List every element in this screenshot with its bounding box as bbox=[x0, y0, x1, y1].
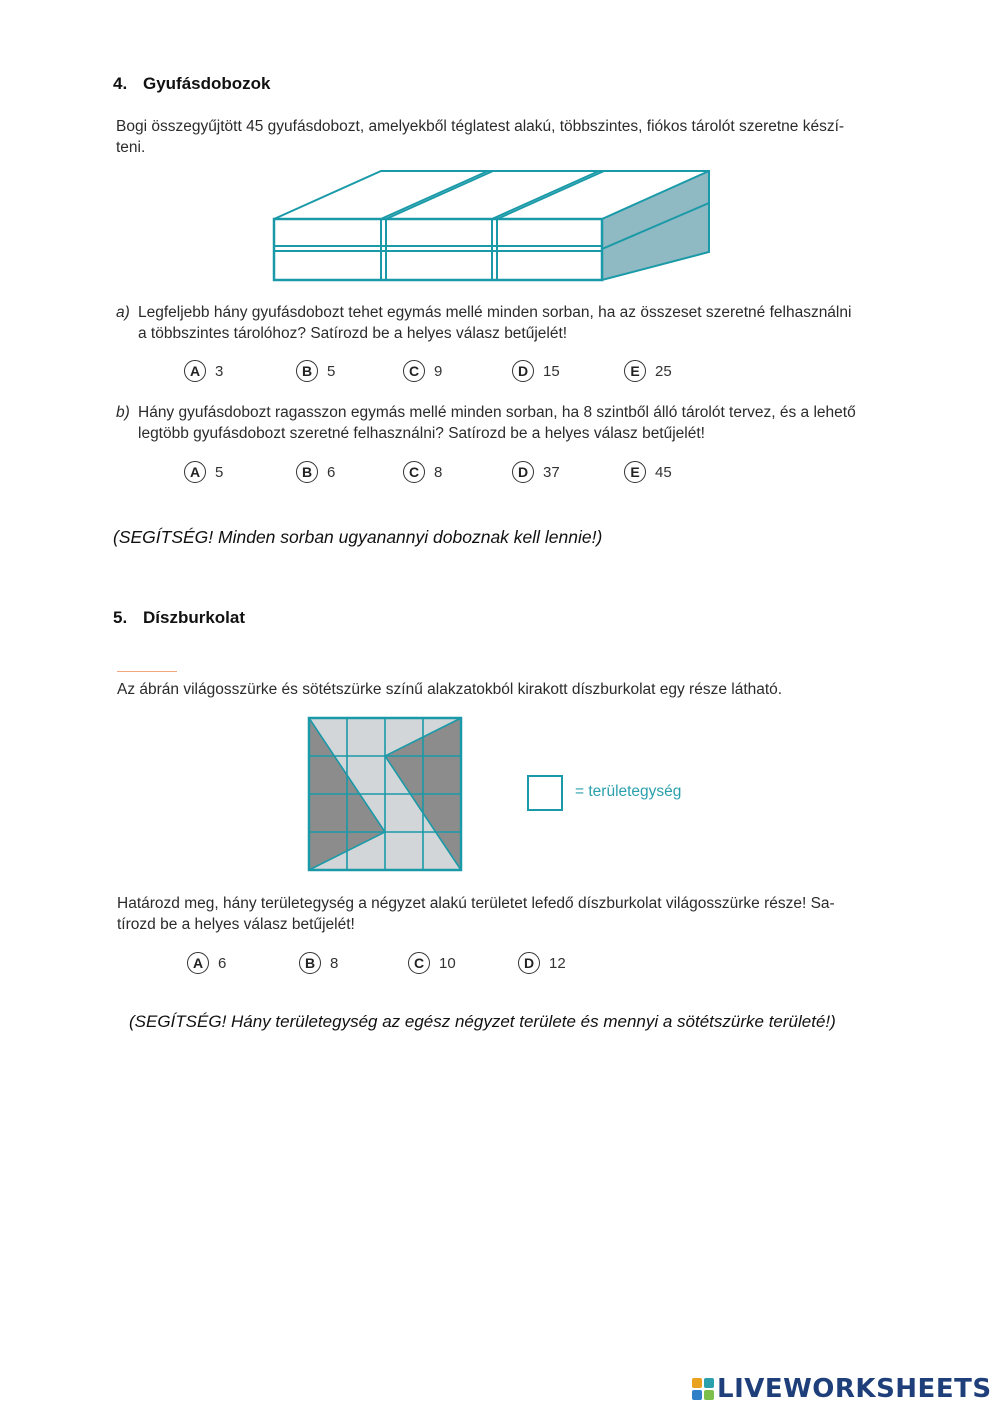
option-letter: B bbox=[296, 360, 318, 382]
section-5-question bbox=[117, 893, 835, 935]
option-letter: B bbox=[299, 952, 321, 974]
option-value: 8 bbox=[330, 954, 339, 972]
logo-text: LIVEWORKSHEETS bbox=[717, 1374, 992, 1404]
section-4-intro bbox=[116, 116, 844, 158]
option-value: 12 bbox=[549, 954, 566, 972]
intro-line-2: teni. bbox=[116, 139, 146, 156]
section-4-hint: (SEGÍTSÉG! Minden sorban ugyanannyi doboznak kell lennie!) bbox=[113, 527, 603, 547]
question-a-line-1: Legfeljebb hány gyufásdobozt tehet egymás mellé minden sorban, ha az összeset szeretné felhasználni bbox=[138, 304, 852, 321]
question-b-options bbox=[184, 461, 672, 483]
option-letter: C bbox=[403, 360, 425, 382]
option-value: 10 bbox=[439, 954, 456, 972]
section-5-title: Díszburkolat bbox=[143, 608, 246, 627]
option-letter: A bbox=[187, 952, 209, 974]
section-5-heading bbox=[113, 608, 245, 628]
option-5-B[interactable] bbox=[299, 952, 408, 974]
option-letter: C bbox=[408, 952, 430, 974]
option-b-E[interactable] bbox=[624, 461, 672, 483]
option-letter: D bbox=[512, 360, 534, 382]
option-letter: D bbox=[518, 952, 540, 974]
option-value: 5 bbox=[215, 463, 224, 481]
question-a-line-2: a többszintes tárolóhoz? Satírozd be a helyes válasz betűjelét! bbox=[138, 325, 568, 342]
option-letter: B bbox=[296, 461, 318, 483]
option-5-A[interactable] bbox=[187, 952, 299, 974]
option-value: 37 bbox=[543, 463, 560, 481]
option-a-A[interactable] bbox=[184, 360, 296, 382]
option-value: 25 bbox=[655, 362, 672, 380]
option-b-C[interactable] bbox=[403, 461, 512, 483]
option-letter: E bbox=[624, 461, 646, 483]
liveworksheets-logo[interactable] bbox=[692, 1374, 992, 1404]
intro-line-1: Bogi összegyűjtött 45 gyufásdobozt, amelyekből téglatest alakú, többszintes, fiókos tárolót szeretne készí- bbox=[116, 118, 845, 135]
option-a-D[interactable] bbox=[512, 360, 624, 382]
question-b-line-2: legtöbb gyufásdobozt szeretné felhasználni? Satírozd be a helyes válasz betűjelét! bbox=[138, 425, 705, 442]
option-value: 45 bbox=[655, 463, 672, 481]
option-b-B[interactable] bbox=[296, 461, 403, 483]
section-4-heading bbox=[113, 74, 271, 94]
logo-mark-icon bbox=[692, 1378, 714, 1400]
section-5-hint: (SEGÍTSÉG! Hány területegység az egész négyzet területe és mennyi a sötétszürke területé!) bbox=[129, 1012, 836, 1031]
option-letter: C bbox=[403, 461, 425, 483]
section-5-options bbox=[187, 952, 566, 974]
unit-label: = területegység bbox=[575, 783, 682, 800]
section-4-title: Gyufásdobozok bbox=[143, 74, 271, 93]
question-b-line-1: Hány gyufásdobozt ragasszon egymás mellé minden sorban, ha 8 szintből álló tárolót tervez, és a lehető bbox=[138, 404, 856, 421]
option-5-C[interactable] bbox=[408, 952, 518, 974]
option-b-D[interactable] bbox=[512, 461, 624, 483]
unit-square-icon bbox=[527, 775, 563, 811]
option-letter: E bbox=[624, 360, 646, 382]
option-a-B[interactable] bbox=[296, 360, 403, 382]
question-a-label: a) bbox=[116, 304, 130, 321]
section-5-number: 5. bbox=[113, 608, 128, 627]
box-front-face bbox=[274, 219, 602, 280]
option-b-A[interactable] bbox=[184, 461, 296, 483]
matchbox-storage-figure bbox=[266, 163, 718, 288]
option-5-D[interactable] bbox=[518, 952, 566, 974]
question-b bbox=[116, 402, 856, 444]
option-a-E[interactable] bbox=[624, 360, 672, 382]
option-value: 5 bbox=[327, 362, 336, 380]
tiling-figure bbox=[307, 716, 463, 872]
option-value: 3 bbox=[215, 362, 224, 380]
section-5-question-line-1: Határozd meg, hány területegység a négyzet alakú területet lefedő díszburkolat világosszürke része! Sa- bbox=[117, 895, 835, 912]
section-4-number: 4. bbox=[113, 74, 128, 93]
question-a bbox=[116, 302, 851, 344]
question-a-options bbox=[184, 360, 672, 382]
accent-divider bbox=[117, 671, 177, 672]
option-letter: A bbox=[184, 360, 206, 382]
option-value: 8 bbox=[434, 463, 443, 481]
option-value: 15 bbox=[543, 362, 560, 380]
question-b-label: b) bbox=[116, 404, 130, 421]
option-value: 6 bbox=[327, 463, 336, 481]
option-letter: D bbox=[512, 461, 534, 483]
option-value: 6 bbox=[218, 954, 227, 972]
section-5-intro: Az ábrán világosszürke és sötétszürke színű alakzatokból kirakott díszburkolat egy része látható. bbox=[117, 681, 783, 698]
option-letter: A bbox=[184, 461, 206, 483]
option-a-C[interactable] bbox=[403, 360, 512, 382]
option-value: 9 bbox=[434, 362, 443, 380]
section-5-question-line-2: tírozd be a helyes válasz betűjelét! bbox=[117, 916, 355, 933]
